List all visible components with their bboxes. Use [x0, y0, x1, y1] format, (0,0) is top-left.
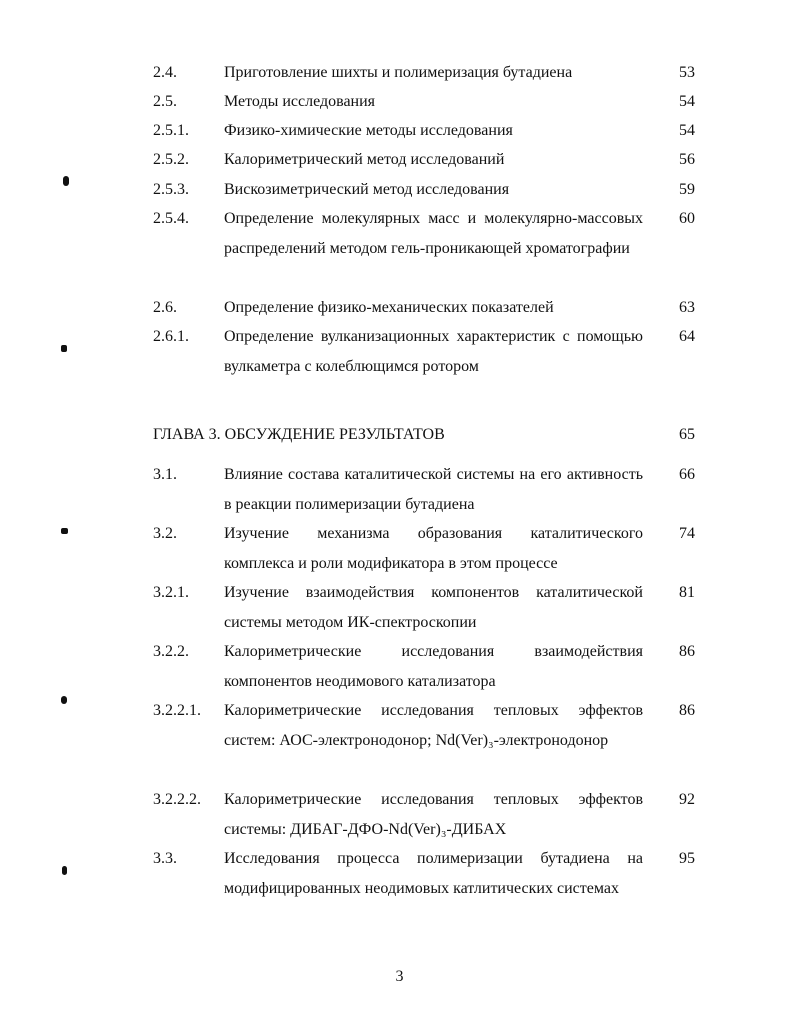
toc-entry-page: 59 [679, 181, 695, 198]
toc-entry-page: 53 [679, 64, 695, 81]
page-number: 3 [395, 968, 404, 985]
toc-entry-number: 2.5. [153, 93, 177, 110]
chapter-page: 65 [679, 426, 695, 443]
toc-entry-page: 81 [679, 584, 695, 601]
toc-entry-number: 2.6. [153, 299, 177, 316]
toc-entry-page: 86 [679, 643, 695, 660]
toc-entry-number: 3.2. [153, 525, 177, 542]
toc-entry-number: 3.2.2. [153, 643, 189, 660]
scan-speck [61, 528, 68, 534]
scan-speck [63, 176, 69, 186]
toc-entry-number: 3.2.2.1. [153, 702, 201, 719]
toc-entry-title: Физико-химические методы исследования [224, 122, 513, 139]
scan-speck [62, 866, 67, 875]
toc-entry-title: Изучение механизма образования каталитического комплекса и роли модификатора в этом процессе [224, 525, 643, 572]
toc-entry-page: 95 [679, 850, 695, 867]
toc-entry-page: 86 [679, 702, 695, 719]
toc-entry-number: 3.2.2.2. [153, 791, 201, 808]
toc-entry-title: Приготовление шихты и полимеризация бутадиена [224, 64, 573, 81]
toc-entry-number: 2.5.1. [153, 122, 189, 139]
toc-entry-page: 60 [679, 210, 695, 227]
toc-entry-number: 2.4. [153, 64, 177, 81]
toc-entry-title: Калориметрический метод исследований [224, 151, 505, 168]
toc-entry-title: Исследования процесса полимеризации бутадиена на модифицированных неодимовых катлитических системах [224, 850, 643, 897]
toc-entry-page: 63 [679, 299, 695, 316]
toc-entry-title: Калориметрические исследования тепловых эффектов систем: АОС-электронодонор; Nd(Ver)₃-электронодонор [224, 702, 643, 749]
toc-entry-page: 92 [679, 791, 695, 808]
toc-entry-page: 56 [679, 151, 695, 168]
toc-entry-page: 66 [679, 466, 695, 483]
toc-entry-title: Изучение взаимодействия компонентов каталитической системы методом ИК-спектроскопии [224, 584, 643, 631]
toc-entry-page: 64 [679, 328, 695, 345]
toc-entry-number: 2.5.4. [153, 210, 189, 227]
toc-entry-number: 3.3. [153, 850, 177, 867]
scan-speck [61, 345, 67, 352]
toc-entry-title: Определение молекулярных масс и молекулярно-массовых распределений методом гель-проникающей хроматографии [224, 210, 643, 257]
toc-entry-number: 3.1. [153, 466, 177, 483]
toc-entry-title: Влияние состава каталитической системы на его активность в реакции полимеризации бутадиена [224, 466, 643, 513]
toc-entry-page: 54 [679, 122, 695, 139]
toc-entry-title: Методы исследования [224, 93, 376, 110]
toc-entry-title: Определение физико-механических показателей [224, 299, 554, 316]
toc-entry-title: Вискозиметрический метод исследования [224, 181, 510, 198]
toc-entry-number: 2.5.2. [153, 151, 189, 168]
toc-entry-title: Калориметрические исследования тепловых эффектов системы: ДИБАГ-ДФО-Nd(Ver)₃-ДИБАХ [224, 791, 643, 838]
toc-entry-number: 2.6.1. [153, 328, 189, 345]
scan-speck [61, 696, 67, 704]
toc-entry-number: 2.5.3. [153, 181, 189, 198]
toc-entry-title: Определение вулканизационных характеристик с помощью вулкаметра с колеблющимся ротором [224, 328, 643, 375]
toc-entry-title: Калориметрические исследования взаимодействия компонентов неодимового катализатора [224, 643, 643, 690]
toc-entry-page: 74 [679, 525, 695, 542]
chapter-title: ГЛАВА 3. ОБСУЖДЕНИЕ РЕЗУЛЬТАТОВ [153, 426, 445, 443]
toc-entry-number: 3.2.1. [153, 584, 189, 601]
toc-entry-page: 54 [679, 93, 695, 110]
